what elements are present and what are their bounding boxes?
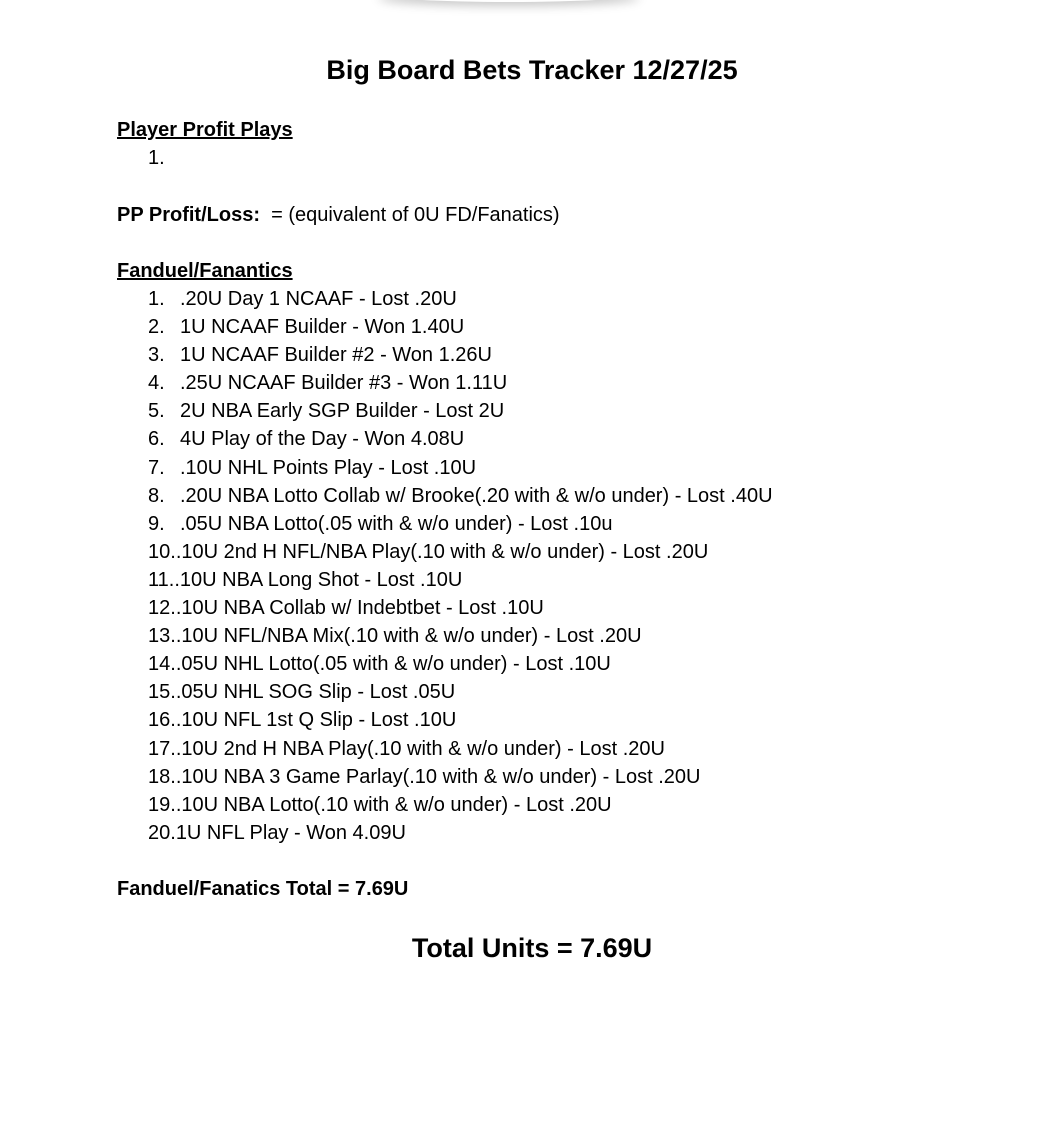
list-number: 20. — [148, 821, 176, 844]
bet-text: .25U NCAAF Builder #3 - Won 1.11U — [180, 372, 508, 395]
bet-list-item — [148, 706, 773, 734]
bet-list-item — [148, 735, 773, 763]
bet-list-item — [148, 285, 773, 313]
bet-text: .10U NBA Long Shot - Lost .10U — [174, 568, 463, 591]
list-number: 12. — [148, 597, 176, 620]
bet-list-item — [148, 594, 773, 622]
list-number: 3. — [148, 344, 165, 367]
bet-list-item — [148, 510, 773, 538]
bet-list-item — [148, 341, 773, 369]
page-title: Big Board Bets Tracker 12/27/25 — [326, 55, 738, 85]
list-number: 14. — [148, 653, 176, 676]
bet-text: 4U Play of the Day - Won 4.08U — [180, 428, 465, 451]
list-number: 15. — [148, 681, 176, 704]
bet-list-item — [148, 791, 773, 819]
pp-profit-loss-label: PP Profit/Loss: — [117, 204, 260, 226]
bet-list-item — [148, 650, 773, 678]
bet-list-item — [148, 454, 773, 482]
bet-text: .10U 2nd H NFL/NBA Play(.10 with & w/o under) - Lost .20U — [175, 540, 709, 563]
bet-text: .10U NFL 1st Q Slip - Lost .10U — [175, 709, 457, 732]
bet-list-item — [148, 369, 773, 397]
list-number: 2. — [148, 316, 165, 339]
bet-list-item — [148, 819, 773, 847]
list-number: 17. — [148, 737, 176, 760]
list-number: 5. — [148, 400, 165, 423]
bet-list-item — [148, 313, 773, 341]
bet-text: .20U Day 1 NCAAF - Lost .20U — [180, 288, 457, 310]
list-number: 1. — [148, 147, 165, 169]
bet-list-item — [148, 678, 773, 706]
list-number: 11. — [148, 568, 175, 591]
bet-list-item — [148, 482, 773, 510]
bet-list-item — [148, 425, 773, 453]
bet-list-item — [148, 538, 773, 566]
bet-text: .10U NHL Points Play - Lost .10U — [180, 456, 477, 479]
pp-profit-loss-line — [117, 202, 560, 228]
bet-text: .10U NFL/NBA Mix(.10 with & w/o under) - Lost .20U — [175, 625, 642, 648]
bet-text: .05U NHL Lotto(.05 with & w/o under) - Lost .10U — [175, 653, 611, 676]
player-profit-item — [148, 145, 180, 171]
list-number: 6. — [148, 428, 165, 451]
fanduel-total: Fanduel/Fanatics Total = 7.69U — [117, 878, 409, 900]
grand-total: Total Units = 7.69U — [411, 933, 653, 963]
bet-list-item — [148, 763, 773, 791]
bet-text: .05U NBA Lotto(.05 with & w/o under) - Lost .10u — [180, 512, 613, 535]
player-profit-heading: Player Profit Plays — [117, 119, 293, 141]
bet-text: .10U NBA 3 Game Parlay(.10 with & w/o under) - Lost .20U — [175, 765, 701, 788]
list-number: 16. — [148, 709, 176, 732]
bet-text: .20U NBA Lotto Collab w/ Brooke(.20 with & w/o under) - Lost .40U — [180, 484, 773, 507]
bet-text: .10U NBA Collab w/ Indebtbet - Lost .10U — [175, 597, 544, 620]
bet-text: 1U NCAAF Builder - Won 1.40U — [180, 316, 465, 339]
bet-list-item — [148, 397, 773, 425]
fanduel-bets-list — [148, 285, 773, 847]
bet-text: .10U 2nd H NBA Play(.10 with & w/o under) - Lost .20U — [175, 737, 665, 760]
list-number: 1. — [148, 288, 165, 310]
bet-text: 2U NBA Early SGP Builder - Lost 2U — [180, 400, 505, 423]
list-number: 18. — [148, 765, 176, 788]
list-number: 7. — [148, 456, 165, 479]
list-number: 19. — [148, 793, 176, 816]
bet-list-item — [148, 566, 773, 594]
fanduel-heading: Fanduel/Fanantics — [117, 260, 293, 282]
pp-profit-loss-value: = (equivalent of 0U FD/Fanatics) — [271, 204, 560, 226]
bet-text: 1U NFL Play - Won 4.09U — [175, 821, 406, 844]
bet-list-item — [148, 622, 773, 650]
list-number: 13. — [148, 625, 176, 648]
bet-text: 1U NCAAF Builder #2 - Won 1.26U — [180, 344, 492, 367]
bet-text: .05U NHL SOG Slip - Lost .05U — [175, 681, 456, 704]
list-number: 8. — [148, 484, 165, 507]
list-number: 9. — [148, 512, 165, 535]
bet-text: .10U NBA Lotto(.10 with & w/o under) - Lost .20U — [175, 793, 612, 816]
list-number: 10. — [148, 540, 176, 563]
list-number: 4. — [148, 372, 165, 395]
